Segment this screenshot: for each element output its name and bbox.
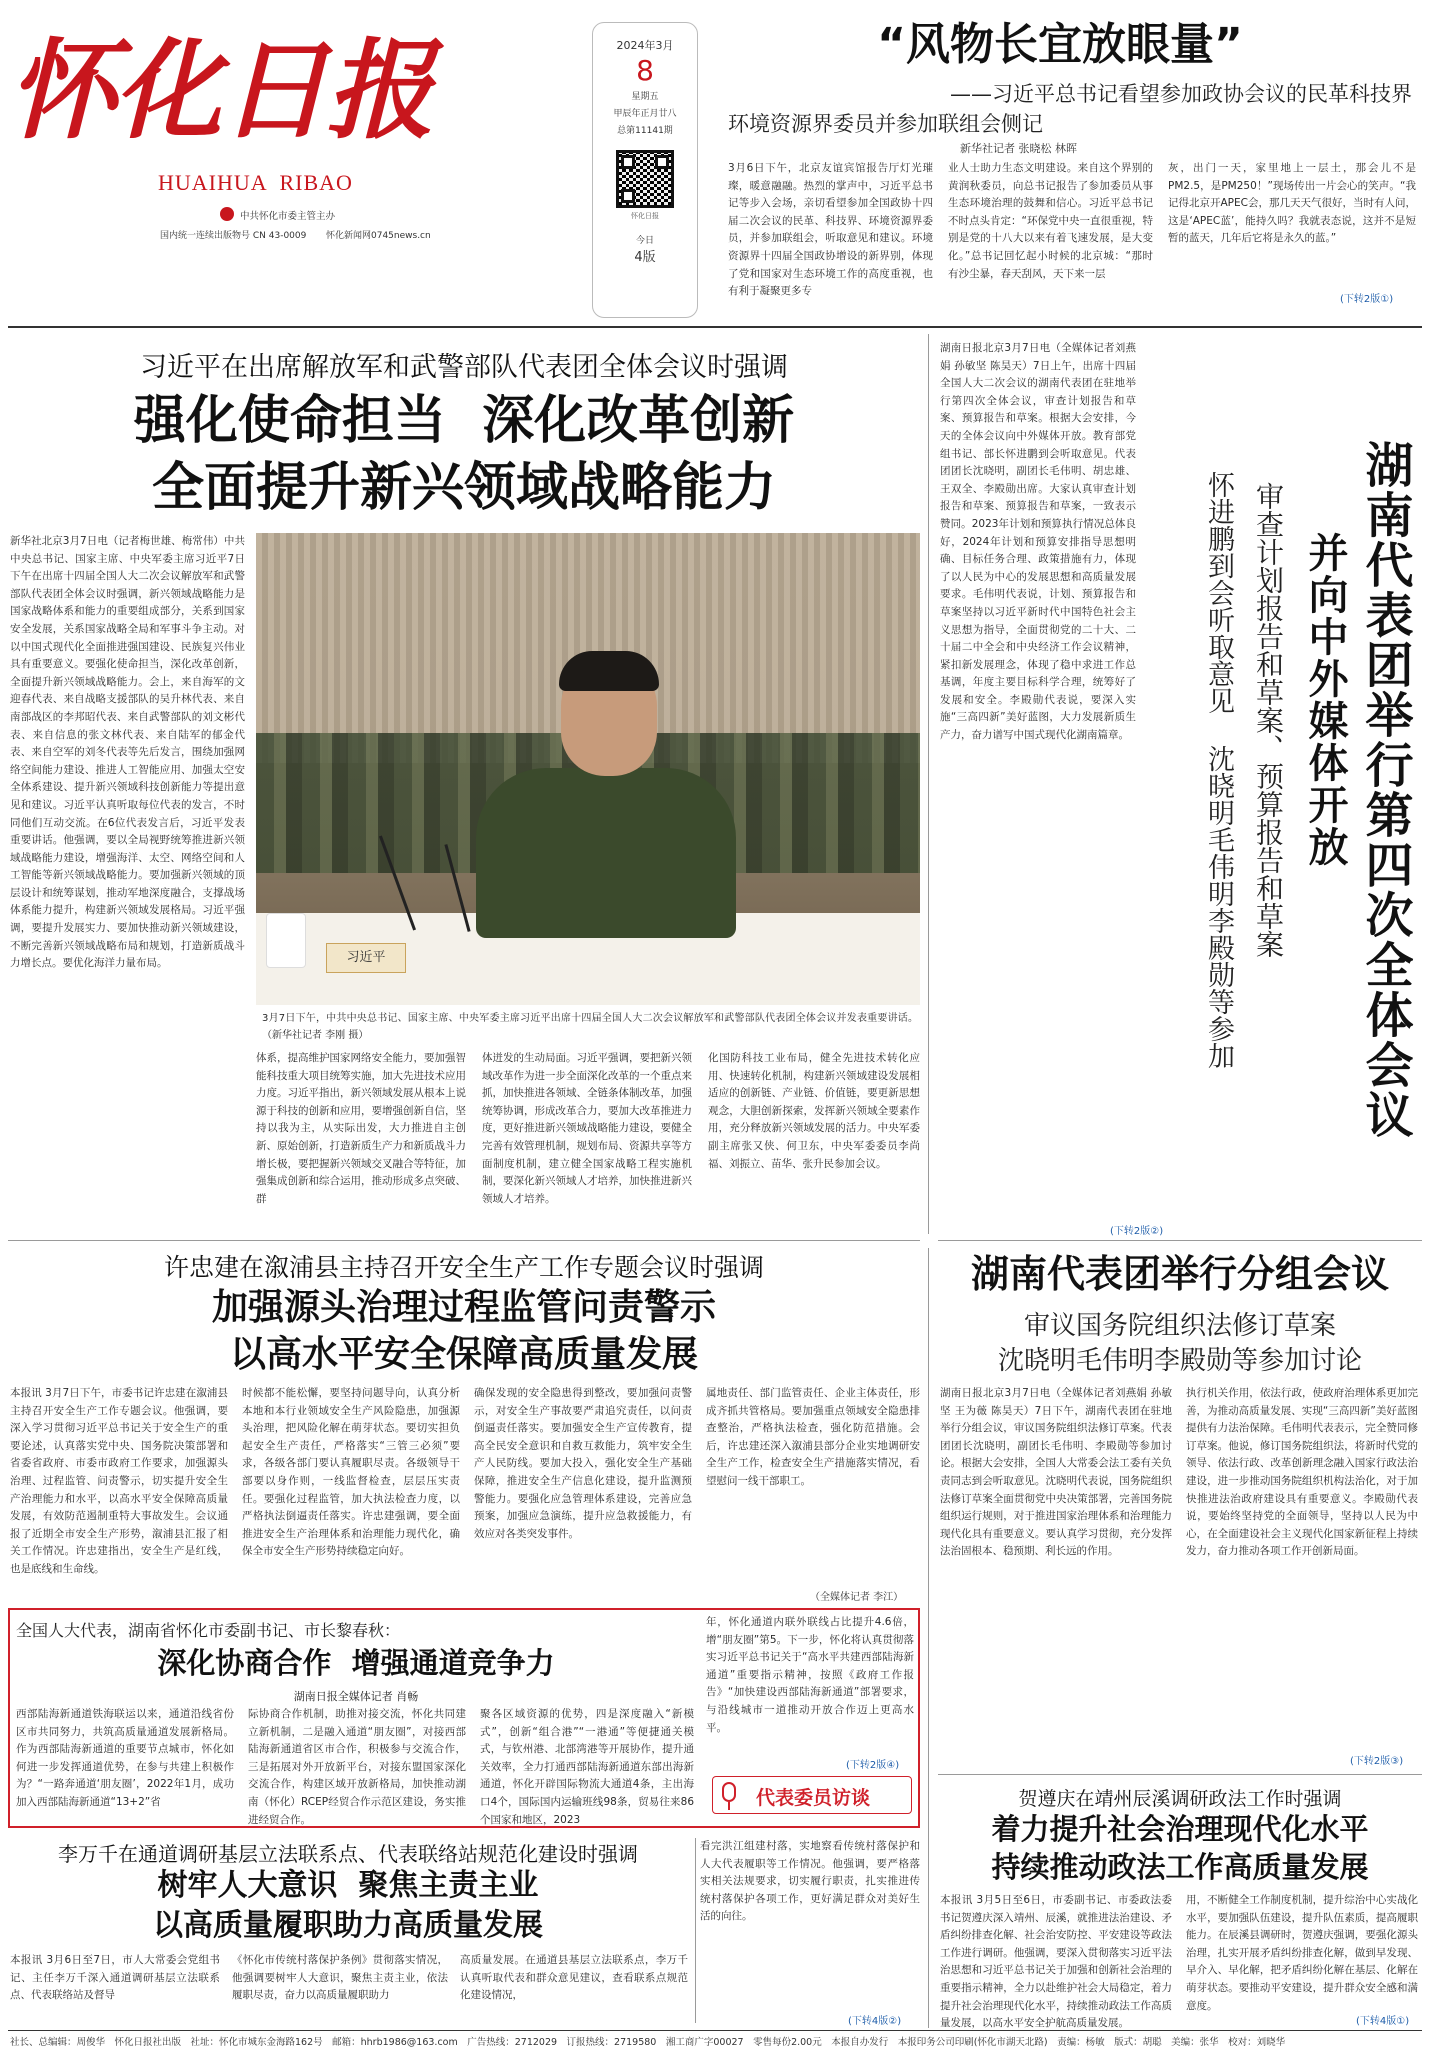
heqing-story-headline-1[interactable]: 着力提升社会治理现代化水平 [991, 1812, 1369, 1846]
interview-headline[interactable]: 深化协商合作 增强通道竞争力 [157, 1646, 555, 1680]
footer-divider [8, 2030, 1422, 2031]
interview-byline: 湖南日报全媒体记者 肖畅 [293, 1690, 419, 1703]
right-sidebar-headline[interactable]: 湖南代表团举行第四次全体会议 [1357, 440, 1413, 1140]
li-story-kicker: 李万千在通道调研基层立法联系点、代表联络站规范化建设时强调 [58, 1842, 638, 1866]
li-story-continued[interactable]: (下转4版②) [848, 2016, 902, 2027]
interview-kicker: 全国人大代表，湖南省怀化市委副书记、市长黎春秋： [16, 1621, 401, 1640]
li-story-headline-2[interactable]: 以高质量履职助力高质量发展 [153, 1908, 543, 1943]
lead-story-col-b1: 体系，提高维护国家网络安全能力，要加强智能科技重大项目统筹实施，加大先进技术应用力度。习近平指出，新兴领域发展从根本上说源于科技的创新和应用，要增强创新自信，坚持以我为主，从实际出发，大力推进自主创新、原始创新，打造新质生产力和新质战斗力增长极，要把握新兴领域交叉融合等特征，加强集成创新和综合运用，推动形成多点突破、群 [256, 1052, 466, 1205]
interview-col-3: 聚各区域资源的优势，四是深度融入“新模式”，创新“组合港”“一港通”等便捷通关模式，与钦州港、北部湾港等开展协作，提升通关效率，全力打通西部陆海新通道东部出海新通道，怀化开辟国际物流大通道4条，主出海口4个，国际国内运输班线98条，贸易往来86个国家和地区，2023 [480, 1708, 694, 1826]
safety-story-kicker: 许忠建在溆浦县主持召开安全生产工作专题会议时强调 [163, 1253, 764, 1282]
heqing-story-continued[interactable]: (下转4版①) [1356, 2016, 1410, 2027]
lead-photo-caption [262, 1010, 918, 1046]
safety-story-headline-1[interactable]: 加强源头治理过程监管问责警示 [211, 1287, 716, 1328]
top-story-col-3: 灰，出门一天，家里地上一层土，那会儿不是PM2.5，是PM250！”现场传出一片会心的笑声。“我记得北京开APEC会，那几天天气很好，当时有人问，这是‘APEC蓝’，能持久吗？我就表态说，这并不是短暂的蓝天，几年后它将是永久的蓝。” [1168, 162, 1416, 245]
hunan-group-sub-2: 沈晓明毛伟明李殿勋等参加讨论 [997, 1346, 1362, 1376]
masthead-website[interactable]: 怀化新闻网0745news.cn [326, 231, 431, 241]
section-divider [938, 1774, 1422, 1775]
microphone-icon [722, 1782, 736, 1802]
safety-story-headline-2[interactable]: 以高水平安全保障高质量发展 [229, 1334, 698, 1375]
interview-badge-label: 代表委员访谈 [756, 1787, 871, 1809]
masthead-divider [8, 326, 1422, 328]
section-divider [938, 1240, 1422, 1241]
date-day: 8 [636, 54, 654, 87]
column-divider [695, 1838, 696, 2023]
heqing-story-col-2: 用，不断健全工作制度机制，提升综治中心实战化水平，要加强队伍建设，提升队伍素质，提高履职能力。在辰溪县调研时，贺遵庆强调，要强化源头治理，扎实开展矛盾纠纷排查化解，做到早发现、早介入、早化解，把矛盾纠纷化解在基层、化解在萌芽状态。要推动平安建设，提升群众安全感和满意度。 [1186, 1894, 1418, 2012]
interview-continued[interactable]: (下转2版④) [846, 1760, 900, 1771]
microphone-stand [728, 1802, 730, 1810]
interview-col-2: 际协商合作机制，助推对接交流，怀化共同建立新机制，二是融入通道“朋友圈”，对接西部陆海新通道省区市合作，积极参与交流合作，三是拓展对外开放新平台，对接东盟国家深化交流合作，构建区域开放新格局，加快推动湖南（怀化）RCEP经贸合作示范区建设，务实推进经贸合作。 [248, 1708, 466, 1826]
column-divider [928, 334, 929, 1234]
top-story-col-1: 3月6日下午，北京友谊宾馆报告厅灯光璀璨，暖意融融。热烈的掌声中，习近平总书记等步入会场，亲切看望参加全国政协十四届二次会议的民革、科技界、环境资源界委员，并参加联组会，听取意见和建议。环境资源界十四届全国政协增设的新界别，体现了党和国家对生态环境工作的高度重视，也有利于凝聚更多专 [728, 162, 933, 298]
qr-caption: 怀化日报 [631, 212, 659, 220]
date-weekday: 星期五 [631, 92, 659, 102]
date-year-month: 2024年3月 [616, 39, 674, 52]
hunan-group-sub-1: 审议国务院组织法修订草案 [1023, 1311, 1336, 1341]
photo-caption-text: 3月7日下午，中共中央总书记、国家主席、中央军委主席习近平出席十四届全国人大二次会议解放军和武警部队代表团全体会议并发表重要讲话。 [262, 1013, 918, 1024]
hunan-group-continued[interactable]: (下转2版③) [1350, 1756, 1404, 1767]
right-sidebar-sub-1: 并向中外媒体开放 [1302, 532, 1348, 868]
top-story-continued[interactable]: (下转2版①) [1340, 294, 1394, 305]
lead-story-col-b3: 化国防科技工业布局，健全先进技术转化应用、快速转化机制，构建新兴领域建设发展相适应的创新链、产业链、价值链，要更新思想观念，大胆创新探索，发挥新兴领域全要素作用，充分释放新兴领域发展的活力。中央军委副主席张又侠、何卫东，中央军委委员李尚福、刘振立、苗华、张升民参加会议。 [708, 1052, 920, 1170]
li-story-col-1: 本报讯 3月6日至7日，市人大常委会党组书记、主任李万千深入通道调研基层立法联系点、代表联络站及督导 [10, 1954, 220, 2002]
masthead-cn: 国内统一连续出版物号 CN 43-0009 [160, 231, 307, 241]
qr-code[interactable] [616, 150, 674, 208]
lead-photo[interactable] [256, 533, 920, 1005]
top-story-byline: 新华社记者 张晓松 林晖 [960, 142, 1077, 155]
footer-text: 社长、总编辑：周俊华 怀化日报社出版 社址：怀化市城东金海路162号 邮箱：hhrb1986@163.com 广告热线：2712029 订报热线：2719580 湘工商广字00027 零售每份2.00元 本报自办发行 本报印务公司印刷(怀化市湖天北路) 责编：杨敏 版式：胡聪 美编：张华 校对：刘晓华 [10, 2037, 1286, 2048]
lead-story-headline-2[interactable]: 全面提升新兴领域战略能力 [151, 458, 776, 518]
right-sidebar-continued[interactable]: (下转2版②) [1110, 1226, 1164, 1237]
safety-story-col-4: 属地责任、部门监管责任、企业主体责任，形成齐抓共管格局。要加强重点领域安全隐患排查整治，严格执法检查，强化防范措施。会后，许忠建还深入溆浦县部分企业实地调研安全生产工作，检查安全生产措施落实情况，看望慰问一线干部职工。 [706, 1387, 920, 1487]
top-story-col-2: 业人士助力生态文明建设。来自这个界别的黄润秋委员，向总书记报告了参加委员从事生态环境治理的鼓舞和信心。习近平总书记不时点头肯定：“环保党中央一直很重视，特别是党的十八大以来有着飞速发展，是大变化。”总书记回忆起小时候的北京城：“那时有沙尘暴，春天刮风，天下来一层 [948, 162, 1153, 280]
li-story-col-4: 看完洪江组建村落，实地察看传统村落保护和人大代表履职等工作情况。他强调，要严格落实相关法规要求，切实履行职责，扎实推进传统村落保护各项工作，更好满足群众对美好生活的向往。 [700, 1840, 920, 1923]
masthead-pinyin: HUAIHUA RIBAO [158, 170, 353, 195]
hunan-group-col-1: 湖南日报北京3月7日电（全媒体记者刘燕娟 孙敏坚 王为薇 陈昊天）7日下午，湖南代表团在驻地举行分组会议，审议国务院组织法修订草案。代表团团长沈晓明，副团长毛伟明、李殿勋等参加讨论。根据大会安排，全国人大常委会法工委有关负责同志到会听取意见。沈晓明代表说，国务院组织法修订草案全面贯彻党中央决策部署，完善国务院组织运行规则，对于推进国家治理体系和治理能力现代化具有重要意义。要认真学习贯彻，充分发挥法治固根本、稳预期、利长远的作用。 [940, 1387, 1172, 1558]
masthead-sponsor: 中共怀化市委主管主办 [240, 211, 336, 222]
lead-story-col-b2: 体迸发的生动局面。习近平强调，要把新兴领域改革作为进一步全面深化改革的一个重点来抓，加快推进各领域、全链条体制改革，加强统筹协调，形成改革合力，要加大改革推进力度，更好推进新兴领域战略能力建设，要健全完善有效管理机制，规划布局、资源共享等方面制度机制，建立健全国家战略工程实施机制，要深化新兴领域人才培养，加快推进新兴领域人才培养。 [482, 1052, 692, 1205]
heqing-story-headline-2[interactable]: 持续推动政法工作高质量发展 [991, 1850, 1369, 1884]
sponsor-logo [220, 207, 234, 221]
lead-story-kicker: 习近平在出席解放军和武警部队代表团全体会议时强调 [140, 352, 788, 383]
column-divider [928, 1248, 929, 2028]
heqing-story-kicker: 贺遵庆在靖州辰溪调研政法工作时强调 [1018, 1788, 1342, 1810]
top-story-title[interactable]: “风物长宜放眼量” [877, 19, 1243, 70]
lead-story-col-left: 新华社北京3月7日电（记者梅世雄、梅常伟）中共中央总书记、国家主席、中央军委主席习近平7日下午在出席十四届全国人大二次会议解放军和武警部队代表团全体会议时强调，新兴领域战略能力是国家战略体系和能力的重要组成部分，关系到国家安全发展，关系国家战略全局和军事斗争主动。对以中国式现代化全面推进强国建设、民族复兴伟业具有重要意义。要强化使命担当，深化改革创新，全面提升新兴领域战略能力。会上，来自海军的文迎春代表、来自战略支援部队的吴升林代表、来自南部战区的李邦昭代表、来自武警部队的刘文彬代表、来自信息的张文林代表、来自陆军的郁金代表、来自空军的刘冬代表等先后发言，围绕加强网络空间能力建设、推进人工智能应用、加强太空安全体系建设、提升新兴领域科技创新能力等提出意见和建议。习近平认真听取每位代表的发言，不时同他们互动交流。在6位代表发言后，习近平发表重要讲话。他强调，要以全局视野统筹推进新兴领域战略能力建设，增强海洋、太空、网络空间和人工智能等新兴领域战略能力。要加强新兴领域的顶层设计和统筹谋划，推动军地深度融合，支撑战场体系能力提升，构建新兴领域发展格局。习近平强调，要提升发展实力、要加快推动新兴领域建设，不断完善新兴领域战略布局和规划，打造新质战斗力增长点。要优化海洋力量布局。 [10, 535, 245, 970]
li-story-headline-1[interactable]: 树牢人大意识 聚焦主责主业 [157, 1868, 539, 1903]
li-story-col-2: 《怀化市传统村落保护条例》贯彻落实情况，他强调要树牢人大意识，聚焦主责主业，依法履职尽责，奋力以高质量履职助力 [232, 1954, 448, 2002]
top-story-subtitle-2: 环境资源界委员并参加联组会侧记 [728, 112, 1043, 136]
date-issue: 总第11141期 [617, 126, 673, 136]
hunan-group-col-2: 执行机关作用，依法行政，使政府治理体系更加完善，为推动高质量发展、实现“三高四新”美好蓝图提供有力法治保障。毛伟明代表表示，完全赞同修订草案。他说，修订国务院组织法，将新时代党的领导、依法行政、改革创新理念融入国家行政法治建设，进一步推动国务院组织机构法治化，对于加快推进法治政府建设具有重要意义。李殿勋代表说，要始终坚持党的全面领导，坚持以人民为中心，在全面建设社会主义现代化国家新征程上持续发力，奋力推动各项工作开创新局面。 [1186, 1387, 1418, 1558]
safety-story-byline: （全媒体记者 李江） [810, 1592, 904, 1603]
photo-credit: （新华社记者 李刚 摄） [262, 1030, 369, 1041]
pages-label: 今日 [635, 236, 654, 246]
masthead-title: 怀化日报 [8, 28, 433, 154]
hunan-group-headline[interactable]: 湖南代表团举行分组会议 [970, 1252, 1389, 1296]
safety-story-col-3: 确保发现的安全隐患得到整改，要加强问责警示，对安全生产事故要严肃追究责任，以问责倒逼责任落实。要加强安全生产宣传教育，提高全民安全意识和自救互救能力，筑牢安全生产人民防线。要加大投入，强化安全生产基础保障，推进安全生产信息化建设，提升监测预警能力。要强化应急管理体系建设，完善应急预案，加强应急演练，提升应急救援能力，有效应对各类突发事件。 [474, 1387, 692, 1540]
right-sidebar-sub-2: 审查计划报告和草案、预算报告和草案 [1252, 482, 1285, 958]
right-sidebar-sub-3: 怀进鹏到会听取意见 沈晓明毛伟明李殿勋等参加 [1203, 471, 1234, 1069]
top-story-subtitle-1: ——习近平总书记看望参加政协会议的民革科技界 [950, 82, 1412, 106]
photo-nameplate: 习近平 [326, 943, 406, 973]
interview-col-1: 西部陆海新通道铁海联运以来，通道沿线省份区市共同努力，共筑高质量通道发展新格局。作为西部陆海新通道的重要节点城市，怀化如何进一步发挥通道优势，在参与共建上积极作为？“一路奔通道‘朋友圈’，2022年1月，成功加入西部陆海新通道“13+2”省 [16, 1708, 234, 1808]
masthead [8, 18, 448, 253]
safety-story-col-1: 本报讯 3月7日下午，市委书记许忠建在溆浦县主持召开安全生产工作专题会议。他强调，要深入学习贯彻习近平总书记关于安全生产的重要论述，认真落实党中央、国务院决策部署和省委省政府、市委市政府工作要求，加强源头治理、过程监管、问责警示，切实提升安全生产治理能力和水平，以高水平安全保障高质量发展，有效防范遏制重特大事故发生。会议通报了近期全市安全生产形势，溆浦县汇报了相关工作情况。许忠建指出，安全生产是红线，也是底线和生命线。 [10, 1387, 228, 1575]
safety-story-col-2: 时候都不能松懈，要坚持问题导向，认真分析本地和本行业领域安全生产风险隐患，加强源头治理，把风险化解在萌芽状态。要切实担负起安全生产责任，严格落实“三管三必须”要求，各级各部门要认真履职尽责。各级领导干部要以身作则，一线监督检查，层层压实责任。要强化过程监管，加大执法检查力度，以严格执法倒逼责任落实。许忠建强调，要全面推进安全生产治理体系和治理能力现代化，确保全市安全生产形势持续稳定向好。 [242, 1387, 460, 1558]
li-story-col-3: 高质量发展。在通道县基层立法联系点，李万千认真听取代表和群众意见建议，查看联系点规范化建设情况， [460, 1954, 688, 2002]
pages-count: 4版 [634, 250, 656, 265]
interview-col-4: 年，怀化通道内联外联线占比提升4.6倍，增“朋友圈”第5。下一步，怀化将认真贯彻落实习近平总书记关于“高水平共建西部陆海新通道”重要指示精神，按照《政府工作报告》“加快建设西部陆海新通道”部署要求，与沿线城市一道推动开放合作迈上更高水平。 [706, 1616, 914, 1734]
photo-figure-body [476, 768, 736, 938]
right-sidebar-text: 湖南日报北京3月7日电（全媒体记者刘燕娟 孙敏坚 陈昊天）7日上午，出席十四届全国人大二次会议的湖南代表团在驻地举行第四次全体会议，审查计划报告和草案、预算报告和草案。根据大会安排，今天的全体会议向中外媒体开放。教育部党组书记、部长怀进鹏到会听取意见。代表团团长沈晓明，副团长毛伟明、胡忠雄、王双全、李殿勋出席。大家认真审查计划报告和草案、预算报告和草案，一致表示赞同。2023年计划和预算执行情况总体良好，2024年计划和预算安排指导思想明确、目标任务合理、政策措施有力，体现了以人民为中心的发展思想和高质量发展要求。毛伟明代表说，计划、预算报告和草案坚持以习近平新时代中国特色社会主义思想为指导，全面贯彻党的二十大、二十届二中全会和中央经济工作会议精神，紧扣新发展理念，体现了稳中求进工作总基调，年度主要目标科学合理，统筹好了发展和安全。李殿勋代表说，要深入实施“三高四新”美好蓝图，大力发展新质生产力，奋力谱写中国式现代化湖南篇章。 [940, 342, 1136, 742]
photo-figure-hair [559, 651, 659, 691]
heqing-story-col-1: 本报讯 3月5日至6日，市委副书记、市委政法委书记贺遵庆深入靖州、辰溪，就推进法治建设、矛盾纠纷排查化解、社会治安防控、平安建设等政法工作进行调研。他强调，要深入贯彻落实习近平法治思想和习近平总书记关于加强和创新社会治理的重要指示精神，全力以赴维护社会大局稳定，着力提升社会治理现代化水平，持续推动政法工作高质量发展，以高水平安全护航高质量发展。 [940, 1894, 1172, 2030]
date-lunar: 甲辰年正月廿八 [613, 109, 677, 119]
date-box [592, 22, 698, 318]
photo-cup [266, 913, 306, 968]
lead-story-headline-1[interactable]: 强化使命担当 深化改革创新 [133, 391, 795, 451]
section-divider [8, 1240, 920, 1241]
